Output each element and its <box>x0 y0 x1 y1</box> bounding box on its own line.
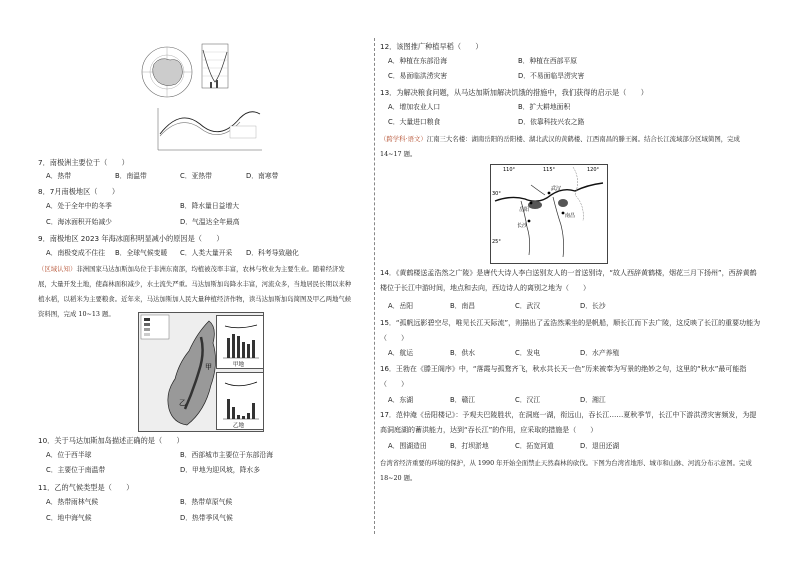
yi-climate-chart <box>216 372 264 430</box>
q17-stem: 17．范仲淹《岳阳楼记》：予观夫巴陵胜状，在洞庭一湖，衔远山，吞长江……夏秋季节，长江中下游洪涝灾害频发，为提高洞庭湖的蓄洪能力，达到“吞长江”的作用，应采取的措施是（ ） <box>380 411 757 434</box>
q9-stem: 9．南极地区 2023 年海冰面积明显减小的原因是（ ） <box>38 234 224 243</box>
q14-option-d[interactable]: D．长沙 <box>580 302 606 310</box>
yangtze-map-svg <box>491 165 607 263</box>
map-lon-110: 110° <box>503 167 516 173</box>
map-lat-30: 30° <box>492 191 501 197</box>
yi-chart-label: 乙地 <box>233 423 245 429</box>
q11-stem: 11．乙的气候类型是（ ） <box>38 483 134 492</box>
q11-option-b[interactable]: B．热带草原气候 <box>180 498 233 506</box>
q17-option-c[interactable]: C．拓宽河道 <box>515 442 554 450</box>
q15-option-a[interactable]: A．航运 <box>388 349 414 357</box>
passage-madagascar-text: 非洲国家马达加斯加岛位于非洲东南部，均植被茂率丰富，农林与牧业为主要生业。随着经济发展，大量开发土地，使森林面积减少，水土流失严重。马达加斯加岛降水丰富，河流众多，当地居民长期以来种植水稻，以稻米为主要粮食。近年来，马达加斯加人民大量种植经济作物，读马达加斯加岛简图及甲乙两地气候资料图，完成 10~13 题。 <box>38 265 352 318</box>
antarctica-figure-svg <box>140 38 270 156</box>
q10-option-a[interactable]: A．位于西半球 <box>46 451 92 459</box>
q10-stem: 10．关于马达加斯加岛描述正确的是（ ） <box>38 436 184 445</box>
q14-option-b[interactable]: B．南昌 <box>450 302 476 310</box>
q13-stem: 13．为解决粮食问题，从马达加斯加解决饥饿的措施中，我们获得的启示是（ ） <box>380 88 648 97</box>
q12-option-b[interactable]: B．种植在西部平原 <box>518 57 578 65</box>
q9-option-d[interactable]: D．科考导致融化 <box>246 249 299 257</box>
q8-option-a[interactable]: A．处于全年中的冬季 <box>46 202 112 210</box>
map-lon-115: 115° <box>543 167 556 173</box>
q7-option-b[interactable]: B．南温带 <box>115 172 147 180</box>
yangtze-map <box>490 164 608 264</box>
q9-option-a[interactable]: A．南极变成不住往 <box>46 249 106 257</box>
q9-option-c[interactable]: C．人类大量开采 <box>180 249 233 257</box>
passage-madagascar <box>38 262 356 318</box>
q13-option-c[interactable]: C．大量进口粮食 <box>388 118 441 126</box>
map-yueyang: 岳阳 <box>519 207 530 213</box>
q15-option-b[interactable]: B．供水 <box>450 349 476 357</box>
map-changsha: 长沙 <box>517 223 528 229</box>
q14-option-a[interactable]: A．岳阳 <box>388 302 414 310</box>
passage-taiwan: 台湾省经济重要的环境的保护，从 1990 年开始全面禁止天然森林的砍伐。下图为台湾省地形、城市和山脉、河流分布示意图。完成 18~20 题。 <box>380 459 752 482</box>
jia-climate-chart <box>216 315 264 369</box>
jia-climate-chart-svg <box>217 316 263 368</box>
map-wuhan: 武汉 <box>551 186 562 192</box>
passage-yangtze-text: 江南三大名楼：湖南岳阳的岳阳楼、湖北武汉的黄鹤楼、江西南昌的滕王阁。结合长江流域部分区域简图，完成 14~17 题。 <box>380 135 740 158</box>
map-yi-label: 乙 <box>179 399 186 407</box>
q8-stem: 8．7月南极地区（ ） <box>38 187 120 196</box>
q11-option-a[interactable]: A．热带雨林气候 <box>46 498 99 506</box>
q9-option-b[interactable]: B．全球气候变暖 <box>115 249 168 257</box>
q10-option-b[interactable]: B．西部城市主要位于东部沿海 <box>180 451 274 459</box>
q11-option-c[interactable]: C．地中海气候 <box>46 514 92 522</box>
map-lon-120: 120° <box>587 167 600 173</box>
q14-stem: 14．《黄鹤楼送孟浩然之广陵》是唐代大诗人李白送别友人的一首送别诗，“故人西辞黄鹤楼，烟花三月下扬州”，西辞黄鹤楼位于长江中游时间，地点和去向，西边诗人的离别之地为（ ） <box>380 269 757 292</box>
q10-option-c[interactable]: C．主要位于南温带 <box>46 466 106 474</box>
q16-stem: 16．王勃在《滕王阁序》中，“落霞与孤鹜齐飞，秋水共长天一色”历来被奉为写景的绝妙之句，这里的“秋水”最可能指（ ） <box>380 365 747 388</box>
q15-option-c[interactable]: C．发电 <box>515 349 541 357</box>
q16-option-b[interactable]: B．赣江 <box>450 396 476 404</box>
q13-option-d[interactable]: D．依靠科技兴农之路 <box>518 118 585 126</box>
jia-chart-label: 甲地 <box>233 362 245 368</box>
map-lat-25: 25° <box>492 239 501 245</box>
q15-option-d[interactable]: D．水产养殖 <box>580 349 620 357</box>
q8-option-d[interactable]: D．气温达全年最高 <box>180 218 240 226</box>
yi-climate-chart-svg <box>217 373 263 429</box>
q14-option-c[interactable]: C．武汉 <box>515 302 541 310</box>
q7-stem: 7．南极洲主要位于（ ） <box>38 158 129 167</box>
q10-option-d[interactable]: D．甲地为迎风坡，降水多 <box>180 466 260 474</box>
q7-option-d[interactable]: D．南寒带 <box>246 172 279 180</box>
q12-option-a[interactable]: A．种植在东部沿海 <box>388 57 448 65</box>
q17-option-a[interactable]: A．围湖造田 <box>388 442 427 450</box>
q16-option-a[interactable]: A．东湖 <box>388 396 414 404</box>
q16-option-c[interactable]: C．汉江 <box>515 396 541 404</box>
q16-option-d[interactable]: D．湘江 <box>580 396 606 404</box>
q7-option-c[interactable]: C．亚热带 <box>180 172 212 180</box>
q12-option-c[interactable]: C．易面临洪涝灾害 <box>388 72 448 80</box>
q12-option-d[interactable]: D．不易面临旱涝灾害 <box>518 72 585 80</box>
passage-madagascar-tag: （区域认知） <box>38 265 77 273</box>
q11-option-d[interactable]: D．热带季风气候 <box>180 514 233 522</box>
q8-option-b[interactable]: B．降水量日益增大 <box>180 202 240 210</box>
column-divider <box>374 38 375 534</box>
passage-yangtze-tag: （跨学科·语文） <box>380 135 427 143</box>
map-nanchang: 南昌 <box>565 213 576 219</box>
q12-stem: 12．该图推广种植早稻（ ） <box>380 42 483 51</box>
passage-yangtze <box>380 132 762 162</box>
q13-option-b[interactable]: B．扩大耕地面积 <box>518 103 571 111</box>
q17-option-d[interactable]: D．退田还湖 <box>580 442 620 450</box>
q15-stem: 15．“孤帆远影碧空尽，唯见长江天际流”，则描出了孟浩然乘坐的是帆船，顺长江而下去广陵，这反映了长江的重要功能为（ ） <box>380 319 761 342</box>
map-jia-label: 甲 <box>205 363 212 371</box>
q17-option-b[interactable]: B．打坝淤地 <box>450 442 489 450</box>
antarctica-figure <box>140 38 270 156</box>
q13-option-a[interactable]: A．增加农业人口 <box>388 103 441 111</box>
q8-option-c[interactable]: C．海冰面积开始减少 <box>46 218 112 226</box>
q7-option-a[interactable]: A．热带 <box>46 172 72 180</box>
